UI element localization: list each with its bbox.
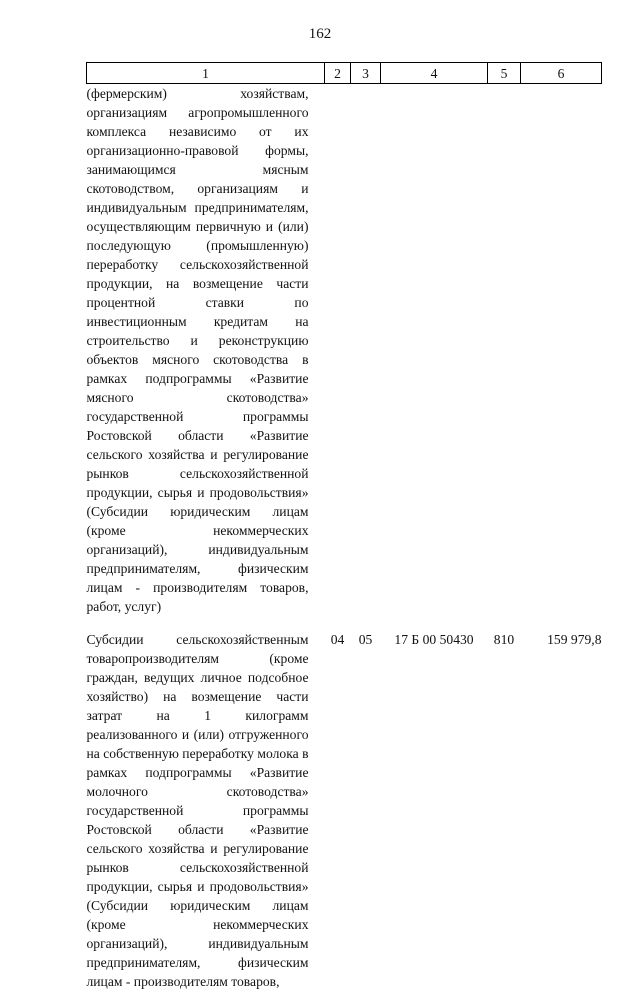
row-section bbox=[325, 84, 351, 617]
row-spacer bbox=[87, 616, 602, 630]
row-expense-type: 810 bbox=[493, 632, 515, 647]
row-description: Субсидии сельскохозяйственным товаропроизводителям (кроме граждан, ведущих личное подсобное хозяйство) на возмещение части затрат на 1 килограмм реализованного и (или) отгруженного на собственную переработку молока в рамках подпрограммы «Развитие молочного скотоводства» государственной программы Ростовской области «Развитие сельского хозяйства и регулирование рынков сельскохозяйственной продукции, сырья и продовольствия» (Субсидии юридическим лицам (кроме некоммерческих организаций), индивидуальным предпринимателям, физическим лицам - производителям товаров, bbox=[86, 632, 309, 989]
budget-table bbox=[86, 62, 602, 991]
row-amount: 159 979,8 bbox=[547, 632, 602, 647]
row-target-article bbox=[381, 84, 488, 617]
column-header-1: 1 bbox=[87, 63, 325, 84]
column-header-5: 5 bbox=[488, 63, 521, 84]
row-amount bbox=[521, 84, 602, 617]
page-number: 162 bbox=[308, 26, 332, 42]
column-header-4: 4 bbox=[381, 63, 488, 84]
row-target-article: 17 Б 00 50430 bbox=[394, 632, 474, 647]
row-description: (фермерским) хозяйствам, организациям агропромышленного комплекса независимо от их организационно-правовой формы, занимающимся мясным скотоводством, организациям и индивидуальным предпринимателям, осуществляющим первичную и (или) последующую (промышленную) переработку сельскохозяйственной продукции, на возмещение части процентной ставки по инвестиционным кредитам на строительство и реконструкцию объектов мясного скотоводства в рамках подпрограммы «Развитие мясного скотоводства» государственной программы Ростовской области «Развитие сельского хозяйства и регулирование рынков сельскохозяйственной продукции, сырья и продовольствия» (Субсидии юридическим лицам (кроме некоммерческих организаций), индивидуальным предпринимателям, физическим лицам - производителям товаров, работ, услуг) bbox=[86, 86, 309, 614]
row-section: 04 bbox=[330, 632, 345, 647]
table-row bbox=[87, 84, 602, 617]
row-subsection bbox=[351, 84, 381, 617]
table-row bbox=[87, 630, 602, 991]
table-header-row bbox=[87, 63, 602, 84]
column-header-2: 2 bbox=[325, 63, 351, 84]
row-expense-type bbox=[488, 84, 521, 617]
column-header-6: 6 bbox=[521, 63, 602, 84]
column-header-3: 3 bbox=[351, 63, 381, 84]
row-subsection: 05 bbox=[358, 632, 373, 647]
